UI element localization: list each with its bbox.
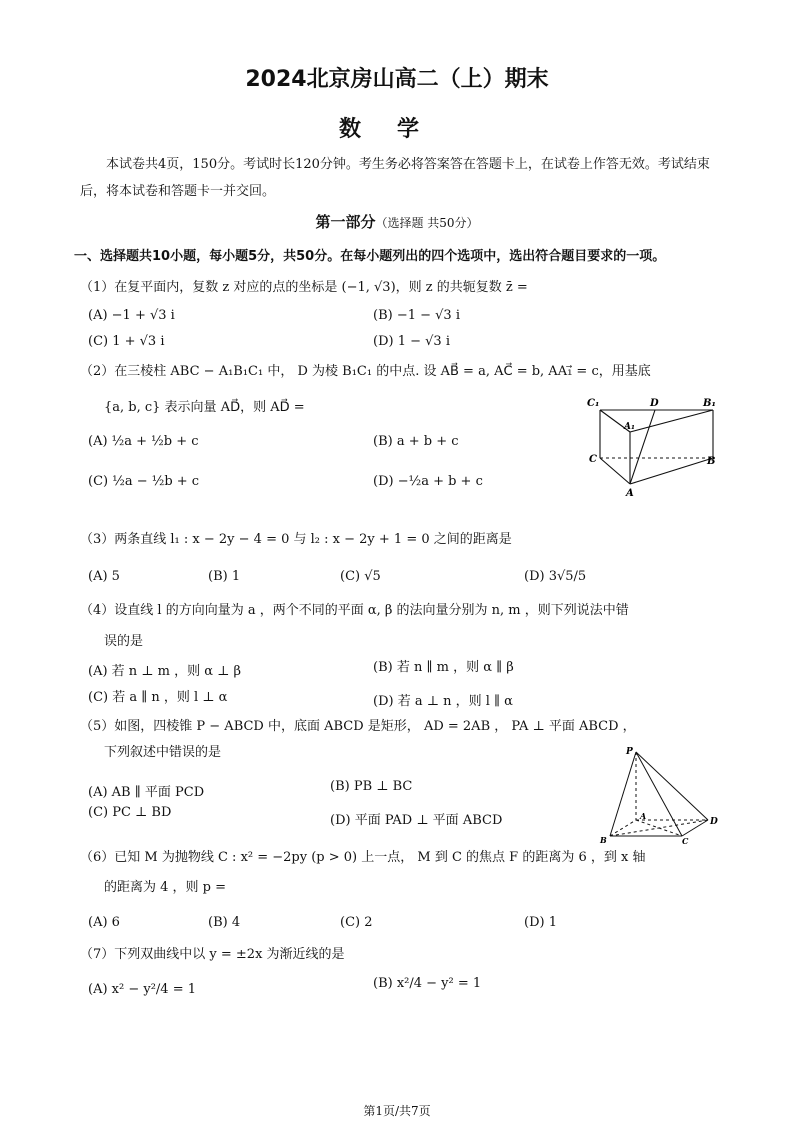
part-note: （选择题 共50分）: [375, 216, 479, 230]
prism-label-c: C: [589, 454, 597, 465]
q6-option-c: (C) 2: [340, 915, 373, 930]
section-instructions: 一、选择题共10小题，每小题5分，共50分。在每小题列出的四个选项中，选出符合题目要求的一项。: [74, 249, 666, 264]
pyramid-label-b: B: [600, 835, 607, 845]
q5-option-d: (D) 平面 PAD ⊥ 平面 ABCD: [330, 813, 503, 828]
q7-option-b: (B) x²/4 − y² = 1: [373, 976, 482, 991]
prism-label-c1: C₁: [587, 398, 600, 409]
q1-stem: （1）在复平面内，复数 z 对应的点的坐标是 (−1, √3)，则 z 的共轭复数 z̄ =: [80, 280, 528, 295]
prism-label-a: A: [626, 488, 634, 499]
q4-option-a: (A) 若 n ⊥ m ，则 α ⊥ β: [88, 664, 242, 679]
pyramid-label-a: A: [640, 811, 647, 821]
pyramid-label-p: P: [626, 747, 633, 757]
q4-option-c: (C) 若 a ∥ n ，则 l ⊥ α: [88, 690, 228, 705]
q3-option-d: (D) 3√5/5: [524, 569, 587, 584]
q4-option-d: (D) 若 a ⊥ n ，则 l ∥ α: [373, 694, 513, 709]
part-heading: [0, 211, 794, 232]
q7-stem: （7）下列双曲线中以 y = ±2x 为渐近线的是: [80, 947, 345, 962]
exam-title: 2024北京房山高二（上）期末: [245, 67, 549, 92]
q6-option-b: (B) 4: [208, 915, 241, 930]
q6-stem-continued: 的距离为 4 ，则 p =: [104, 880, 227, 895]
q1-option-d: (D) 1 − √3 i: [373, 334, 450, 349]
q3-option-b: (B) 1: [208, 569, 241, 584]
q4-stem-continued: 误的是: [104, 634, 144, 649]
q2-stem-continued: {a, b, c} 表示向量 AD⃗，则 AD⃗ =: [104, 400, 305, 415]
q2-option-a: (A) ½a + ½b + c: [88, 434, 199, 449]
q5-option-b: (B) PB ⊥ BC: [330, 779, 413, 794]
prism-label-b1: B₁: [703, 398, 716, 409]
prism-label-b: B: [707, 456, 716, 467]
q3-stem: （3）两条直线 l₁ : x − 2y − 4 = 0 与 l₂ : x − 2y + 1 = 0 之间的距离是: [80, 532, 512, 547]
q4-option-b: (B) 若 n ∥ m ，则 α ∥ β: [373, 660, 514, 675]
q6-option-a: (A) 6: [88, 915, 120, 930]
prism-label-d: D: [650, 398, 659, 409]
page-footer: 第1页/共7页: [363, 1104, 431, 1118]
q1-option-a: (A) −1 + √3 i: [88, 308, 175, 323]
pyramid-label-c: C: [682, 836, 689, 846]
q1-option-b: (B) −1 − √3 i: [373, 308, 460, 323]
q6-stem: （6）已知 M 为抛物线 C : x² = −2py (p > 0) 上一点， M 到 C 的焦点 F 的距离为 6 ，到 x 轴: [80, 850, 646, 865]
q2-stem: （2）在三棱柱 ABC − A₁B₁C₁ 中， D 为棱 B₁C₁ 的中点. 设 AB⃗ = a, AC⃗ = b, AA₁⃗ = c，用基底: [80, 364, 651, 379]
q6-option-d: (D) 1: [524, 915, 557, 930]
exam-instructions: 本试卷共4页，150分。考试时长120分钟。考生务必将答案答在答题卡上，在试卷上作答无效。考试结束后，将本试卷和答题卡一并交回。: [80, 157, 710, 199]
part-title: 第一部分: [315, 213, 376, 231]
q3-option-a: (A) 5: [88, 569, 120, 584]
q5-option-a: (A) AB ∥ 平面 PCD: [88, 785, 205, 800]
q5-stem-continued: 下列叙述中错误的是: [104, 745, 222, 760]
q3-option-c: (C) √5: [340, 569, 381, 584]
exam-subject: 数学: [338, 117, 455, 142]
q4-stem: （4）设直线 l 的方向向量为 a ，两个不同的平面 α, β 的法向量分别为 n, m ，则下列说法中错: [80, 603, 629, 618]
pyramid-label-d: D: [710, 817, 718, 827]
q2-option-b: (B) a + b + c: [373, 434, 459, 449]
q5-stem: （5）如图，四棱锥 P − ABCD 中，底面 ABCD 是矩形， AD = 2AB ， PA ⊥ 平面 ABCD ，: [80, 719, 636, 734]
q2-option-c: (C) ½a − ½b + c: [88, 474, 200, 489]
prism-figure: [585, 392, 720, 504]
prism-label-a1: A₁: [624, 422, 635, 432]
q2-option-d: (D) −½a + b + c: [373, 474, 483, 489]
pyramid-figure: [598, 744, 722, 846]
q7-option-a: (A) x² − y²/4 = 1: [88, 982, 196, 997]
q5-option-c: (C) PC ⊥ BD: [88, 805, 172, 820]
q1-option-c: (C) 1 + √3 i: [88, 334, 165, 349]
